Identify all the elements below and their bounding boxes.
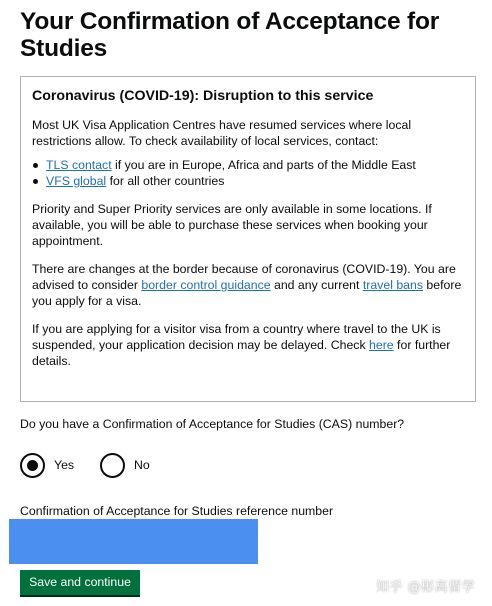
priority-paragraph: Priority and Super Priority services are only available in some locations. If available, you will be able to purchase these services when booking your appointment.	[32, 202, 432, 248]
radio-no-circle[interactable]	[100, 453, 125, 478]
border-text-before: There are changes at the border because of coronavirus (COVID-19). You are advised to consider	[32, 262, 456, 292]
border-paragraph	[32, 261, 464, 309]
radio-yes-label[interactable]: Yes	[54, 458, 75, 472]
list-item	[32, 173, 464, 189]
border-text-after: before you apply for a visa.	[32, 278, 462, 308]
cas-reference-input[interactable]	[9, 519, 258, 564]
border-text-middle: and any current	[270, 278, 363, 292]
radio-yes-circle[interactable]	[20, 453, 45, 478]
vfs-global-link[interactable]: VFS global	[46, 174, 107, 188]
bullet-icon	[33, 163, 38, 168]
travel-bans-link[interactable]: travel bans	[362, 278, 424, 292]
covid-notice-panel	[20, 76, 476, 402]
cas-radio-group	[20, 452, 320, 478]
vfs-global-text: for all other countries	[106, 174, 225, 188]
list-item	[32, 157, 464, 173]
tls-contact-link[interactable]: TLS contact	[46, 158, 112, 172]
contact-list	[32, 157, 464, 189]
radio-yes[interactable]	[20, 452, 74, 478]
watermark-text: 知乎 @彬高留学	[376, 580, 476, 595]
visitor-paragraph	[32, 321, 464, 369]
page-title: Your Confirmation of Acceptance for Studies	[20, 8, 440, 62]
visitor-text-before: If you are applying for a visitor visa from a country where travel to the UK is suspended, your application decision may be delayed. Check	[32, 322, 441, 352]
cas-question-label: Do you have a Confirmation of Acceptance for Studies (CAS) number?	[20, 417, 405, 431]
tls-contact-text: if you are in Europe, Africa and parts of the Middle East	[111, 158, 416, 172]
save-and-continue-button[interactable]: Save and continue	[20, 570, 140, 595]
visitor-text-after: for further details.	[32, 338, 451, 368]
radio-no[interactable]	[100, 452, 150, 478]
notice-title: Coronavirus (COVID-19): Disruption to this service	[32, 88, 374, 104]
notice-intro: Most UK Visa Application Centres have resumed services where local restrictions allow. To check availability of local services, contact:	[32, 118, 412, 148]
bullet-icon	[33, 179, 38, 184]
radio-no-label[interactable]: No	[134, 458, 150, 472]
here-link[interactable]: here	[369, 338, 394, 352]
border-control-guidance-link[interactable]: border control guidance	[141, 278, 271, 292]
cas-reference-label: Confirmation of Acceptance for Studies reference number	[20, 504, 334, 518]
radio-selected-dot	[27, 460, 38, 471]
